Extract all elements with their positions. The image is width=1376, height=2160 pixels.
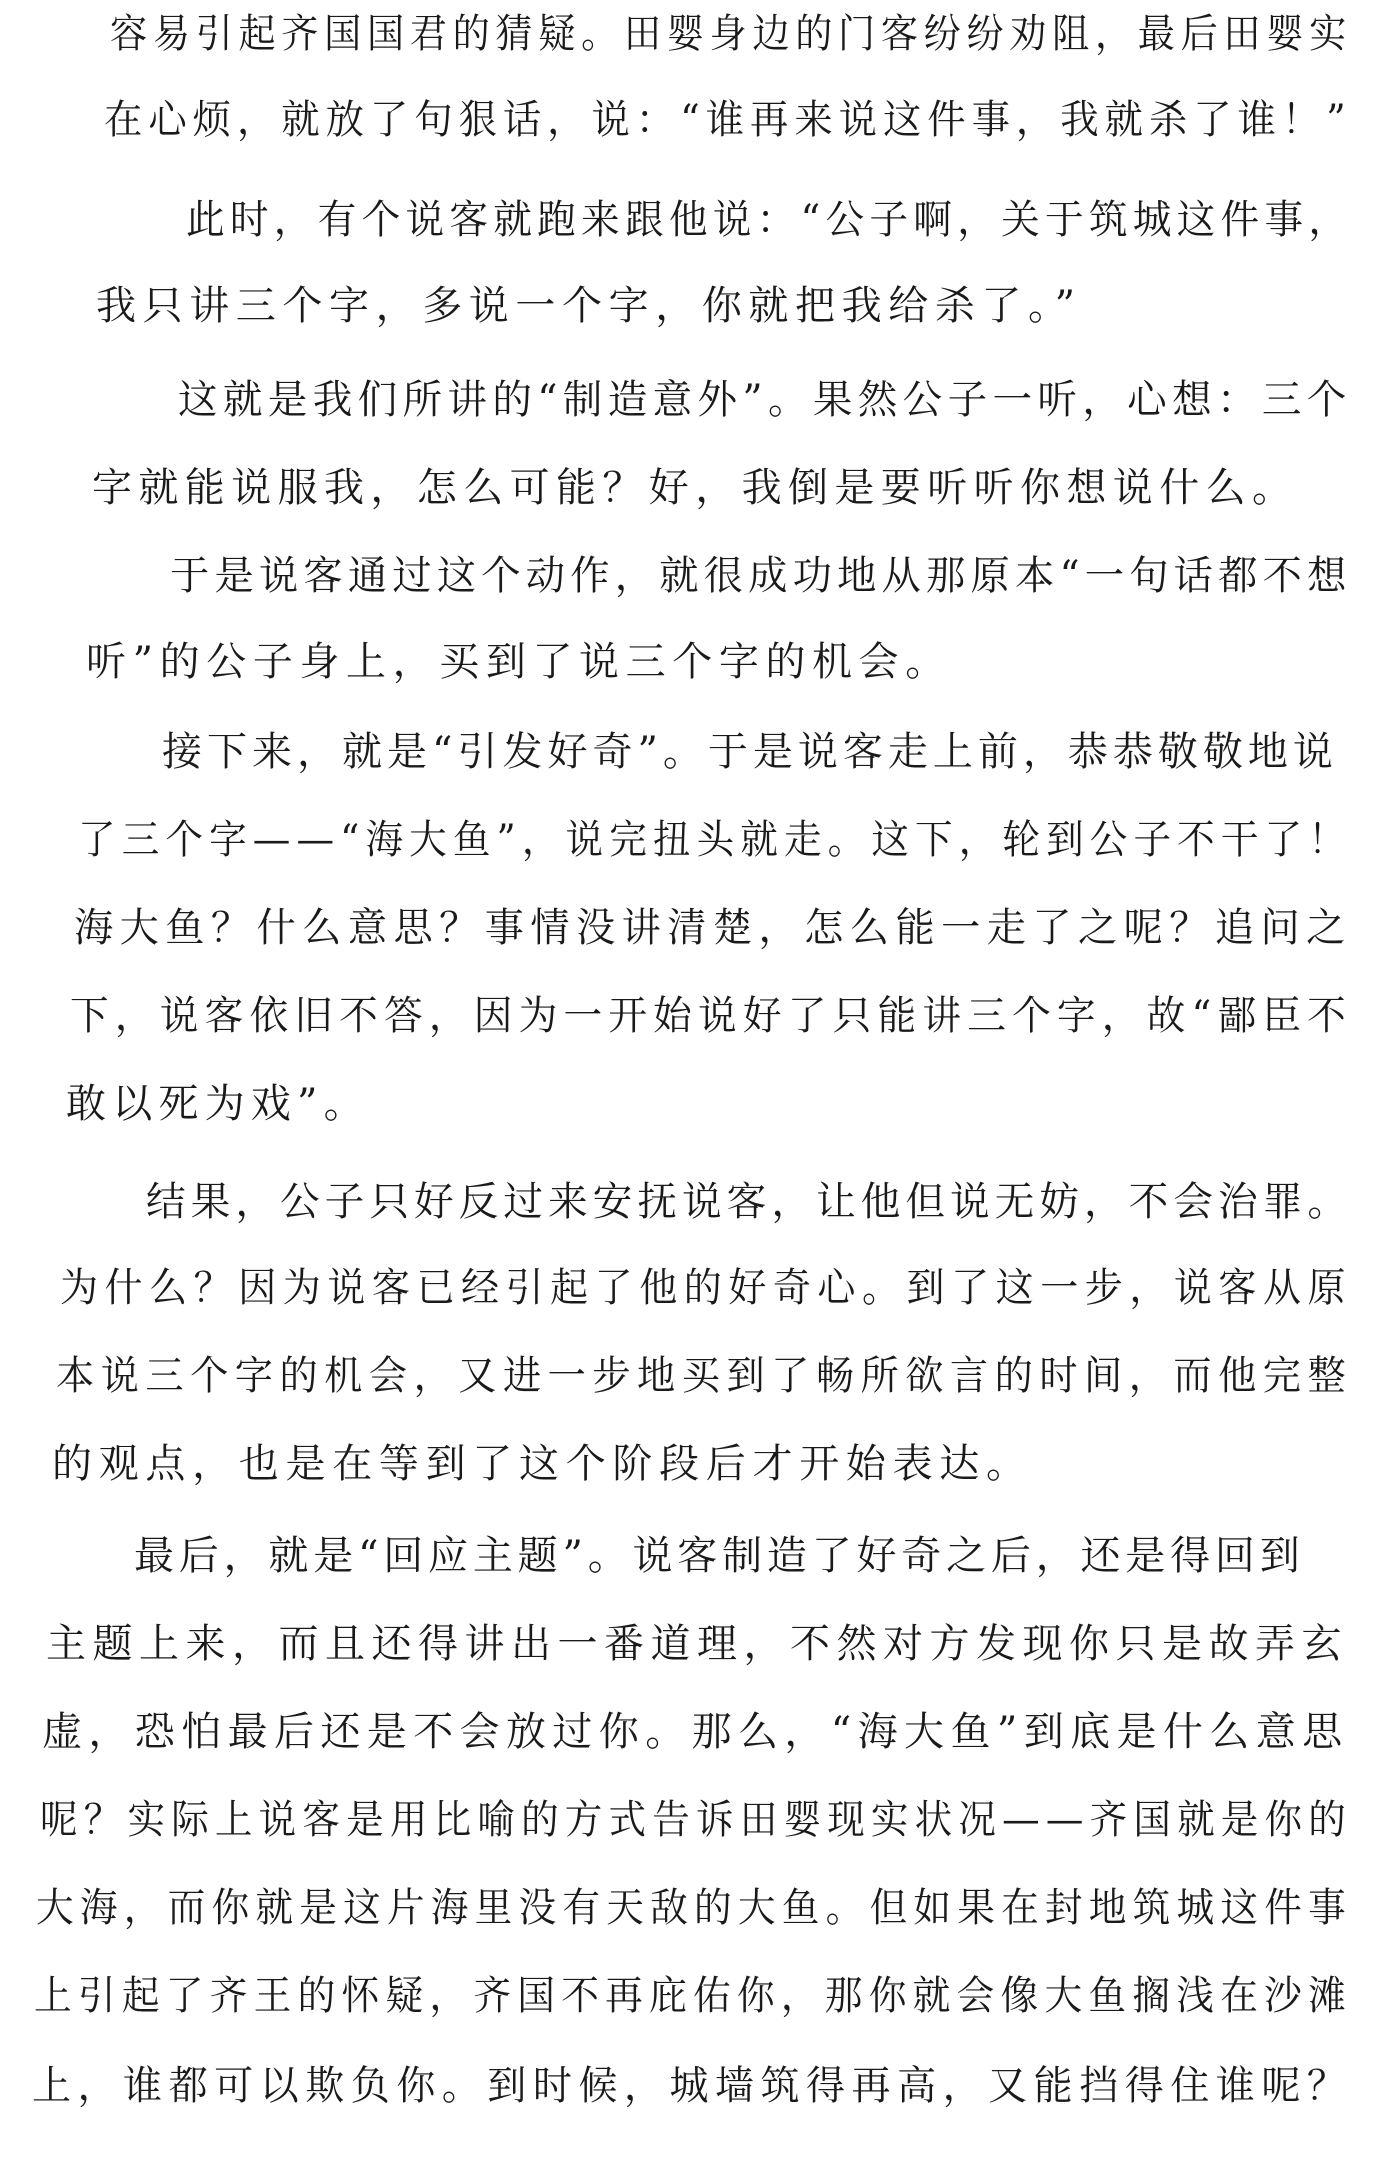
text-line: 虚，恐怕最后还是不会放过你。那么，“海大鱼”到底是什么意思 [42,1709,1349,1755]
text-line: 最后，就是“回应主题”。说客制造了好奇之后，还是得回到 [134,1533,1305,1579]
text-line: 于是说客通过这个动作，就很成功地从那原本“一句话都不想 [170,553,1352,599]
text-line: 下，说客依旧不答，因为一开始说好了只能讲三个字，故“鄙臣不 [70,993,1353,1039]
text-line: 呢？实际上说客是用比喻的方式告诉田婴现实状况——齐国就是你的 [40,1797,1352,1843]
text-line: 的观点，也是在等到了这个阶段后才开始表达。 [52,1441,1033,1487]
text-line: 我只讲三个字，多说一个字，你就把我给杀了。” [96,283,1082,329]
text-line: 本说三个字的机会，又进一步地买到了畅所欲言的时间，而他完整 [56,1353,1353,1399]
text-line: 字就能说服我，怎么可能？好，我倒是要听听你想说什么。 [92,465,1299,511]
text-line: 了三个字——“海大鱼”，说完扭头就走。这下，轮到公子不干了！ [78,817,1352,863]
text-line: 上，谁都可以欺负你。到时候，城墙筑得再高，又能挡得住谁呢？ [32,2063,1353,2109]
text-line: 主题上来，而且还得讲出一番道理，不然对方发现你只是故弄玄 [46,1621,1348,1667]
text-line: 上引起了齐王的怀疑，齐国不再庇佑你，那你就会像大鱼搁浅在沙滩 [34,1973,1352,2019]
text-line: 听”的公子身上，买到了说三个字的机会。 [86,639,952,685]
text-line: 为什么？因为说客已经引起了他的好奇心。到了这一步，说客从原 [60,1265,1353,1311]
text-line: 此时，有个说客就跑来跟他说：“公子啊，关于筑城这件事， [186,197,1353,243]
text-line: 海大鱼？什么意思？事情没讲清楚，怎么能一走了之呢？追问之 [74,905,1352,951]
text-line: 大海，而你就是这片海里没有天敌的大鱼。但如果在封地筑城这件事 [36,1885,1352,1931]
text-line: 在心烦，就放了句狠话，说：“谁再来说这件事，我就杀了谁！” [104,97,1352,143]
text-line: 敢以死为戏”。 [66,1081,370,1127]
text-line: 结果，公子只好反过来安抚说客，让他但说无妨，不会治罪。 [146,1179,1352,1225]
text-line: 容易引起齐国国君的猜疑。田婴身边的门客纷纷劝阻，最后田婴实 [110,11,1352,57]
text-line: 这就是我们所讲的“制造意外”。果然公子一听，心想：三个 [178,377,1352,423]
text-line: 接下来，就是“引发好奇”。于是说客走上前，恭恭敬敬地说 [162,729,1338,775]
